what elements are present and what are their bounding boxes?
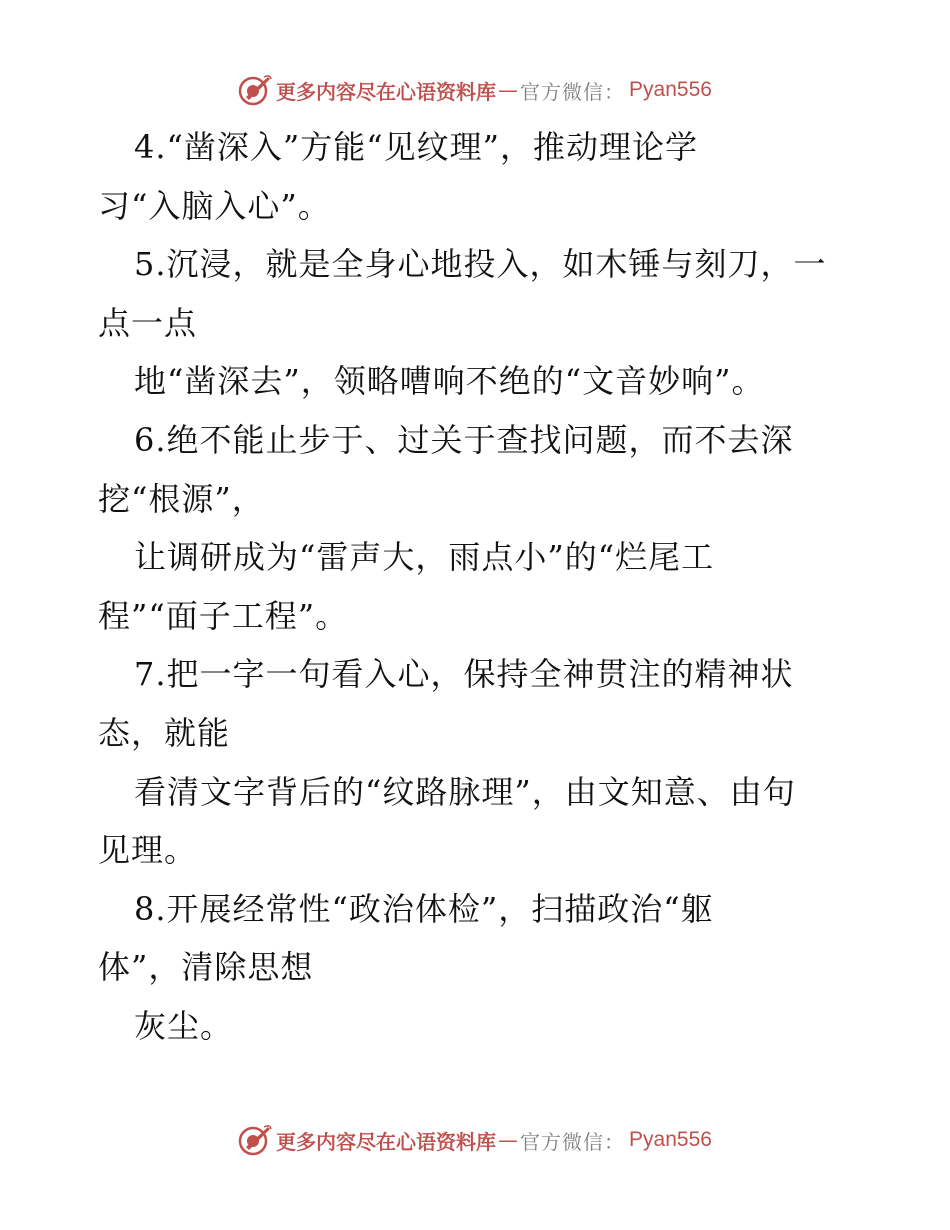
text-line: 让调研成为“雷声大，雨点小”的“烂尾工 [134, 538, 715, 577]
footer-watermark [0, 1120, 950, 1160]
text-line: 4.“凿深入”方能“见纹理”，推动理论学 [134, 128, 698, 166]
header-watermark [0, 70, 950, 110]
quill-seal-icon [238, 73, 272, 107]
watermark-wechat-id: Pyan556 [629, 78, 712, 101]
watermark-text: 更多内容尽在心语资料库 [276, 79, 497, 104]
text-line: 点一点 [98, 303, 198, 342]
text-line: 程”“面子工程”。 [98, 596, 349, 635]
text-line: 态，就能 [98, 713, 231, 752]
watermark-dash: — [498, 1128, 519, 1152]
watermark-wechat-label: 官方微信： [520, 79, 626, 104]
text-line: 看清文字背后的“纹路脉理”，由文知意、由句 [134, 772, 796, 811]
quill-seal-icon [238, 1123, 272, 1157]
watermark-dash: — [498, 78, 519, 102]
text-line: 7.把一字一句看入心，保持全神贯注的精神状 [134, 655, 794, 694]
text-line: 8.开展经常性“政治体检”，扫描政治“躯 [134, 889, 714, 928]
text-line: 见理。 [98, 831, 198, 870]
watermark-wechat-label: 官方微信： [520, 1129, 626, 1154]
text-line: 地“凿深去”，领略嘈响不绝的“文音妙响”。 [134, 362, 765, 401]
text-line: 习“入脑入心”。 [98, 186, 331, 225]
watermark-wechat-id: Pyan556 [629, 1128, 712, 1151]
watermark-text: 更多内容尽在心语资料库 [276, 1129, 497, 1154]
text-line: 6.绝不能止步于、过关于查找问题，而不去深 [134, 420, 794, 459]
text-line: 体”，清除思想 [98, 948, 314, 987]
text-line: 5.沉浸，就是全身心地投入，如木锤与刻刀，一 [134, 245, 827, 284]
text-line: 挖“根源”， [98, 479, 265, 518]
document-body [98, 118, 858, 1056]
text-line: 灰尘。 [134, 1006, 234, 1045]
